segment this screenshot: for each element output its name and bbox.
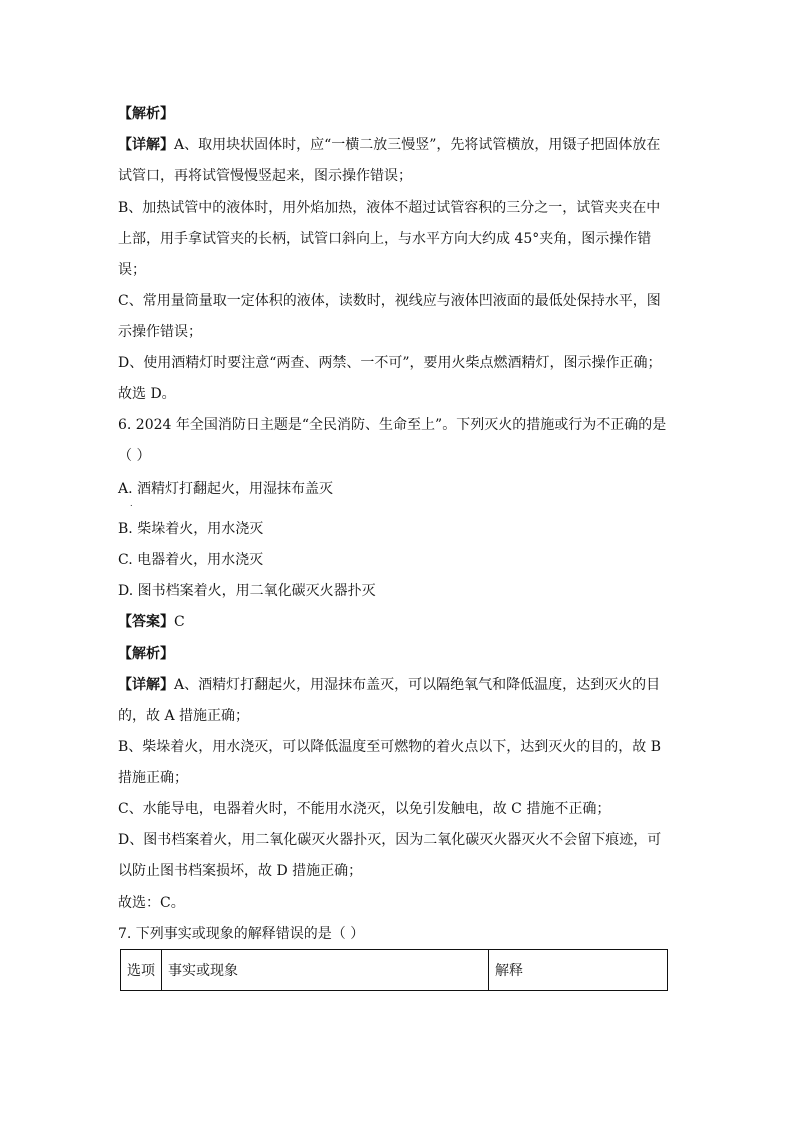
- answer-tag: 【答案】: [118, 614, 174, 630]
- analysis-heading: 【解析】: [118, 106, 174, 122]
- detail-line: 误；: [118, 262, 146, 278]
- stray-dot: .: [130, 499, 133, 508]
- detail-line: 措施正确；: [118, 770, 188, 786]
- option-d: D. 图书档案着火，用二氧化碳灭火器扑灭: [118, 583, 376, 599]
- question-7-stem: 7. 下列事实或现象的解释错误的是（ ）: [118, 926, 365, 942]
- detail-line: 试管口，再将试管慢慢竖起来，图示操作错误；: [118, 168, 412, 184]
- detail-tag: 【详解】: [118, 137, 174, 153]
- table-header-cell: 事实或现象: [162, 950, 489, 991]
- table-header-cell: 选项: [121, 950, 162, 991]
- question-6-bracket: （ ）: [118, 448, 151, 464]
- detail-line: [118, 135, 660, 155]
- detail-text: A、酒精灯打翻起火，用湿抹布盖灭，可以隔绝氧气和降低温度，达到灭火的目: [174, 677, 661, 693]
- table-header-cell: 解释: [489, 950, 668, 991]
- conclusion: 故选：C。: [118, 895, 185, 911]
- detail-text: A、取用块状固体时，应“一横二放三慢竖”，先将试管横放，用镊子把固体放在: [174, 137, 661, 153]
- option-a: A. 酒精灯打翻起火，用湿抹布盖灭: [118, 481, 334, 497]
- detail-line: B、柴垛着火，用水浇灭，可以降低温度至可燃物的着火点以下，达到灭火的目的，故 B: [118, 739, 662, 755]
- question-6-stem: 6. 2024 年全国消防日主题是“全民消防、生命至上”。下列灭火的措施或行为不正确的是: [118, 417, 667, 433]
- option-b: B. 柴垛着火，用水浇灭: [118, 521, 264, 537]
- detail-line: 的，故 A 措施正确；: [118, 708, 250, 724]
- detail-line: D、使用酒精灯时要注意“两查、两禁、一不可”，要用火柴点燃酒精灯，图示操作正确；: [118, 355, 662, 371]
- conclusion: 故选 D。: [118, 386, 176, 402]
- detail-line: C、常用量筒量取一定体积的液体，读数时，视线应与液体凹液面的最低处保持水平，图: [118, 293, 661, 309]
- answer-value: C: [174, 614, 185, 630]
- detail-line: 上部，用手拿试管夹的长柄，试管口斜向上，与水平方向大约成 45°夹角，图示操作错: [118, 231, 652, 247]
- detail-line: B、加热试管中的液体时，用外焰加热，液体不超过试管容积的三分之一，试管夹夹在中: [118, 200, 661, 216]
- detail-line: [118, 675, 660, 695]
- detail-line: D、图书档案着火，用二氧化碳灭火器扑灭，因为二氧化碳灭火器灭火不会留下痕迹，可: [118, 832, 662, 848]
- detail-line: 以防止图书档案损坏，故 D 措施正确；: [118, 863, 363, 879]
- option-c: C. 电器着火，用水浇灭: [118, 552, 264, 568]
- table-header-row: [121, 950, 668, 991]
- detail-line: C、水能导电，电器着火时，不能用水浇灭，以免引发触电，故 C 措施不正确；: [118, 801, 611, 817]
- detail-line: 示操作错误；: [118, 324, 202, 340]
- detail-tag: 【详解】: [118, 677, 174, 693]
- options-table: [120, 949, 668, 991]
- answer-line: [118, 612, 185, 632]
- analysis-heading: 【解析】: [118, 646, 174, 662]
